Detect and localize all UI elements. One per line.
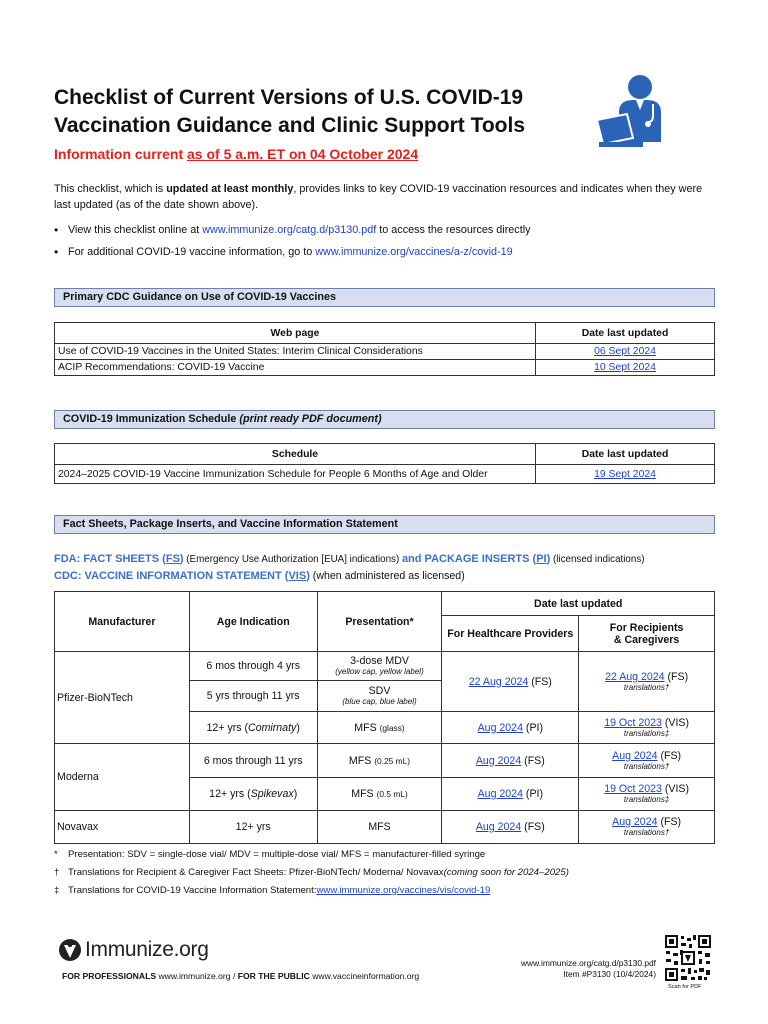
footnote-translations-fs	[54, 864, 569, 882]
footnote-mark: ‡	[54, 885, 60, 896]
bullet-online-text-a: View this checklist online at	[68, 224, 200, 236]
translations-note: translations†	[623, 761, 670, 771]
qr-code-icon[interactable]	[664, 934, 712, 982]
qr-caption: Scan for PDF	[668, 984, 702, 990]
row-page-name: Use of COVID-19 Vaccines in the United States: Interim Clinical Considerations	[55, 344, 536, 360]
doc-type: (VIS)	[661, 783, 689, 795]
recipient-cell	[579, 778, 715, 811]
section-header-cdc-guidance: Primary CDC Guidance on Use of COVID-19 Vaccines	[54, 288, 715, 307]
footnote-mark: *	[54, 849, 58, 860]
manufacturer-table	[54, 591, 715, 844]
col-date-updated: Date last updated	[536, 323, 715, 344]
age-cell: 6 mos through 11 yrs	[189, 744, 317, 778]
date-link[interactable]: 19 Oct 2023	[604, 783, 662, 795]
age-cell: 5 yrs through 11 yrs	[189, 681, 317, 712]
date-link[interactable]: 10 Sept 2024	[594, 362, 656, 373]
intro-paragraph	[54, 181, 718, 213]
title-line-1: Checklist of Current Versions of U.S. COVID-19	[54, 86, 524, 109]
table-row	[55, 360, 715, 376]
intro-text-b: , provides links to key COVID-19 vaccination resources and indicates when they were last updated (as of the date shown above).	[54, 183, 703, 211]
checklist-online-link[interactable]: www.immunize.org/catg.d/p3130.pdf	[202, 224, 377, 236]
footnote-text: Translations for Recipient & Caregiver Fact Sheets: Pfizer-BioNTech/ Moderna/ Novavax	[68, 867, 444, 878]
doc-type: (PI)	[522, 788, 543, 800]
hcp-cell	[442, 778, 579, 811]
pro-label: FOR PROFESSIONALS	[62, 971, 157, 981]
presentation-cell	[317, 712, 442, 744]
vis-abbrev: VIS	[288, 570, 307, 582]
age-text-b: )	[296, 721, 300, 734]
recipient-cell	[579, 811, 715, 844]
brand-name: Spikevax	[250, 788, 294, 800]
public-label: FOR THE PUBLIC	[237, 971, 310, 981]
date-link[interactable]: 19 Oct 2023	[604, 716, 662, 729]
col-recipients-caregivers	[579, 616, 715, 652]
intro-bullets	[54, 222, 718, 266]
schedule-table	[54, 443, 715, 484]
translations-note: translations‡	[623, 728, 670, 738]
footer-item-info	[480, 958, 656, 980]
footnote-mark: †	[54, 867, 60, 878]
hcp-cell	[442, 712, 579, 744]
title-line-2: Vaccination Guidance and Clinic Support Tools	[54, 114, 526, 137]
schedule-bar-note: (print ready PDF document)	[239, 413, 382, 425]
date-link[interactable]: Aug 2024	[477, 721, 523, 734]
fda-label-a: FDA: FACT SHEETS (	[54, 553, 166, 565]
presentation-cell	[317, 744, 442, 778]
bullet-online-text-b: to access the resources directly	[379, 224, 531, 236]
row-date	[536, 344, 715, 360]
table-row	[55, 465, 715, 484]
footnote-italic: (coming soon for 2024–2025)	[443, 867, 569, 878]
col-manufacturer: Manufacturer	[55, 592, 190, 652]
fda-label-c: and PACKAGE INSERTS (	[401, 553, 537, 565]
translations-note: translations‡	[623, 795, 670, 804]
row-date	[536, 465, 715, 484]
col-date-last-updated: Date last updated	[442, 592, 715, 616]
bullet-dot-icon: •	[54, 245, 59, 259]
footnote-translations-vis	[54, 882, 569, 900]
immunize-logo	[58, 938, 209, 962]
doc-type: (FS)	[664, 670, 689, 683]
age-cell	[189, 712, 317, 744]
presentation-cell	[317, 652, 442, 681]
recipients-line-1: For Recipients	[609, 621, 684, 634]
date-link[interactable]: 19 Sept 2024	[594, 468, 656, 480]
manufacturer-pfizer: Pfizer-BioNTech	[55, 652, 190, 744]
fs-abbrev: FS	[165, 553, 180, 565]
fda-note-licensed: (licensed indications)	[550, 554, 645, 565]
table-row	[55, 744, 715, 778]
cdc-note: (when administered as licensed)	[309, 570, 465, 582]
fda-note-eua: (Emergency Use Authorization [EUA] indications)	[183, 554, 402, 565]
cdc-label-a: CDC: VACCINE INFORMATION STATEMENT (	[54, 570, 289, 582]
footnote-text: Presentation: SDV = single-dose vial/ MDV = multiple-dose vial/ MFS = manufacturer-filled syringe	[68, 849, 486, 860]
footnote-presentation	[54, 846, 569, 864]
recipient-cell	[579, 652, 715, 712]
presentation-note: (blue cap, blue label)	[342, 697, 417, 706]
page-title	[54, 84, 574, 140]
section-header-fact-sheets: Fact Sheets, Package Inserts, and Vaccine Information Statement	[54, 515, 715, 534]
manufacturer-novavax: Novavax	[55, 811, 190, 844]
currency-notice	[54, 146, 418, 162]
presentation-text: MFS	[348, 754, 375, 767]
currency-prefix: Information current	[54, 146, 188, 162]
presentation-text: MFS	[351, 788, 377, 800]
fda-label-d: )	[546, 553, 551, 565]
presentation-cell	[317, 681, 442, 712]
col-healthcare-providers: For Healthcare Providers	[442, 616, 579, 652]
doc-type: (FS)	[521, 821, 545, 833]
source-legend	[54, 551, 645, 584]
footer-item-number: Item #P3130 (10/4/2024)	[563, 969, 656, 979]
age-cell	[189, 778, 317, 811]
date-link[interactable]: Aug 2024	[475, 821, 522, 833]
date-link[interactable]: 06 Sept 2024	[594, 346, 656, 357]
logo-wordmark: Immunize.org	[85, 938, 209, 961]
row-schedule-name: 2024–2025 COVID-19 Vaccine Immunization Schedule for People 6 Months of Age and Older	[55, 465, 536, 484]
public-url[interactable]: www.vaccineinformation.org	[309, 971, 420, 981]
presentation-detail: (glass)	[379, 722, 405, 733]
immunize-logo-icon	[58, 938, 82, 962]
table-row	[55, 811, 715, 844]
col-schedule: Schedule	[55, 444, 536, 465]
pro-url[interactable]: www.immunize.org /	[156, 971, 238, 981]
age-text-a: 12+ yrs (	[209, 788, 251, 800]
covid-info-link[interactable]: www.immunize.org/vaccines/a-z/covid-19	[315, 246, 513, 258]
presentation-text: 3-dose MDV	[350, 655, 409, 667]
doc-type: (PI)	[522, 721, 543, 734]
hcp-cell	[442, 652, 579, 712]
recipients-line-2: & Caregivers	[613, 633, 680, 646]
hcp-cell	[442, 811, 579, 844]
col-presentation: Presentation*	[317, 592, 442, 652]
fda-line	[54, 551, 645, 568]
date-link[interactable]: Aug 2024	[612, 749, 658, 762]
fda-label-b: )	[179, 553, 184, 565]
age-cell: 12+ yrs	[189, 811, 317, 844]
presentation-note: (yellow cap, yellow label)	[335, 667, 424, 676]
currency-date: as of 5 a.m. ET on 04 October 2024	[187, 146, 419, 162]
translations-note: translations†	[623, 828, 670, 837]
brand-name: Comirnaty	[248, 721, 297, 734]
age-text-b: )	[293, 788, 298, 800]
bullet-more-info	[54, 244, 718, 260]
date-link[interactable]: 22 Aug 2024	[468, 675, 529, 688]
age-text-a: 12+ yrs (	[206, 721, 249, 734]
doc-type: (FS)	[521, 754, 545, 767]
row-date	[536, 360, 715, 376]
date-link[interactable]: Aug 2024	[475, 754, 522, 767]
cdc-line	[54, 568, 645, 584]
bullet-dot-icon: •	[54, 223, 59, 237]
bullet-more-info-text: For additional COVID-19 vaccine information, go to	[68, 246, 313, 258]
presentation-cell	[317, 778, 442, 811]
footer-pdf-url[interactable]: www.immunize.org/catg.d/p3130.pdf	[520, 958, 656, 968]
presentation-text: MFS	[354, 721, 380, 734]
doc-type: (FS)	[657, 749, 682, 762]
presentation-cell: MFS	[317, 811, 442, 844]
footer-links	[62, 971, 419, 981]
doc-type: (VIS)	[661, 716, 689, 729]
presentation-detail: (0.5 mL)	[376, 789, 408, 799]
pi-abbrev: PI	[536, 553, 547, 565]
doctor-with-laptop-icon	[593, 72, 677, 150]
date-link[interactable]: Aug 2024	[477, 788, 523, 800]
footnotes	[54, 846, 569, 900]
doc-type: (FS)	[657, 816, 682, 828]
section-header-schedule	[54, 410, 715, 429]
col-web-page: Web page	[55, 323, 536, 344]
recipient-cell	[579, 744, 715, 778]
age-cell: 6 mos through 4 yrs	[189, 652, 317, 681]
manufacturer-moderna: Moderna	[55, 744, 190, 811]
footnote-text: Translations for COVID-19 Vaccine Information Statement:	[68, 885, 317, 896]
table-row	[55, 652, 715, 681]
date-link[interactable]: Aug 2024	[612, 816, 658, 828]
col-age-indication: Age Indication	[189, 592, 317, 652]
doc-type: (FS)	[528, 675, 552, 688]
bullet-online	[54, 222, 718, 238]
table-row	[55, 344, 715, 360]
col-date-updated: Date last updated	[536, 444, 715, 465]
date-link[interactable]: 22 Aug 2024	[605, 670, 665, 683]
intro-text-a: This checklist, which is	[54, 183, 167, 195]
vis-translations-link[interactable]: www.immunize.org/vaccines/vis/covid-19	[316, 885, 491, 896]
presentation-text: SDV	[368, 685, 391, 697]
row-page-name: ACIP Recommendations: COVID-19 Vaccine	[55, 360, 536, 376]
schedule-bar-text: COVID-19 Immunization Schedule	[63, 413, 240, 425]
cdc-guidance-table	[54, 322, 715, 376]
recipient-cell	[579, 712, 715, 744]
cdc-label-b: )	[306, 570, 310, 582]
hcp-cell	[442, 744, 579, 778]
intro-bold: updated at least monthly	[166, 183, 294, 195]
translations-note: translations†	[623, 682, 670, 692]
presentation-detail: (0.25 mL)	[374, 755, 411, 766]
